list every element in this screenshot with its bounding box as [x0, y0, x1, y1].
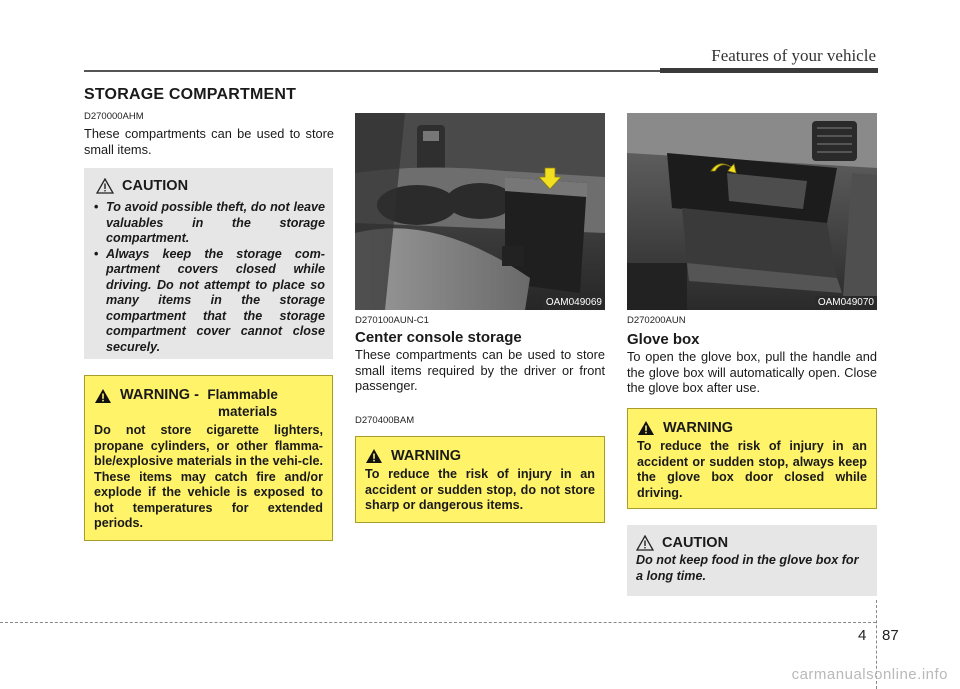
caution-box-theft [84, 168, 333, 359]
watermark: carmanualsonline.info [791, 666, 948, 683]
warning-header [365, 448, 595, 464]
page-number: 87 [882, 627, 899, 644]
footer-dashed-rule [0, 622, 876, 623]
warning-text: To reduce the risk of injury in an accident or sudden stop, do not store sharp or dangerous items. [365, 467, 595, 512]
caution-item: • Always keep the storage com-partment covers closed while driving. Do not attempt to place so many items in the storage compartment that the storage compartment cover cannot close securely. [92, 247, 325, 356]
warning-title: WARNING - [120, 387, 199, 403]
caution-triangle-icon [636, 535, 654, 551]
section-code: D270100AUN-C1 [355, 315, 429, 326]
photo-reference: OAM049069 [543, 296, 605, 310]
intro-text: These compartments can be used to store small items. [84, 126, 334, 157]
console-photo [355, 113, 605, 310]
warning-triangle-icon [637, 420, 655, 436]
caution-title: CAUTION [662, 535, 729, 551]
warning-subtitle-1: Flammable [207, 387, 278, 402]
warning-subtitle-2: materials [218, 404, 278, 419]
section-code: D270000AHM [84, 111, 144, 122]
warning-header [637, 420, 867, 436]
caution-box-food [627, 525, 877, 596]
caution-item: • To avoid possible theft, do not leave valuables in the storage compartment. [92, 200, 325, 247]
warning-box-glove-box [627, 408, 877, 509]
warning-text: Do not store cigarette lighters, propane cylinders, or other flamma-ble/explosive materials in the vehi-cle. These items may catch fire and/or explode if the vehicle is exposed to hot temperatures for extended periods. [94, 423, 323, 530]
header-rule-accent [660, 68, 878, 73]
caution-header [92, 178, 325, 194]
warning-box-sharp-items [355, 436, 605, 523]
warning-title: WARNING [391, 448, 462, 464]
glove-box-illustration [627, 113, 877, 310]
caution-text: Do not keep food in the glove box for a long time. [636, 553, 859, 583]
caution-triangle-icon [96, 178, 114, 194]
section-code: D270200AUN [627, 315, 686, 326]
console-text: These compartments can be used to store small items required by the driver or front passenger. [355, 347, 605, 393]
glove-box-photo [627, 113, 877, 310]
chapter-number: 4 [858, 627, 867, 644]
subsection-heading: Center console storage [355, 329, 522, 346]
photo-reference: OAM049070 [815, 296, 877, 310]
glove-box-text: To open the glove box, pull the handle and the glove box will automatically open. Close the glove box after use. [627, 349, 877, 395]
warning-header [94, 386, 323, 419]
warning-triangle-icon [365, 448, 383, 464]
section-code: D270400BAM [355, 415, 415, 426]
caution-header [636, 535, 868, 551]
section-title: STORAGE COMPARTMENT [84, 86, 297, 103]
running-header: Features of your vehicle [711, 46, 876, 65]
warning-text: To reduce the risk of injury in an accident or sudden stop, always keep the glove box door closed while driving. [637, 439, 867, 500]
warning-title: WARNING [663, 420, 734, 436]
subsection-heading: Glove box [627, 331, 700, 348]
warning-box-flammable [84, 375, 333, 541]
warning-triangle-icon [94, 388, 112, 404]
caution-title: CAUTION [122, 178, 189, 194]
caution-list [92, 200, 325, 355]
console-illustration [355, 113, 605, 310]
